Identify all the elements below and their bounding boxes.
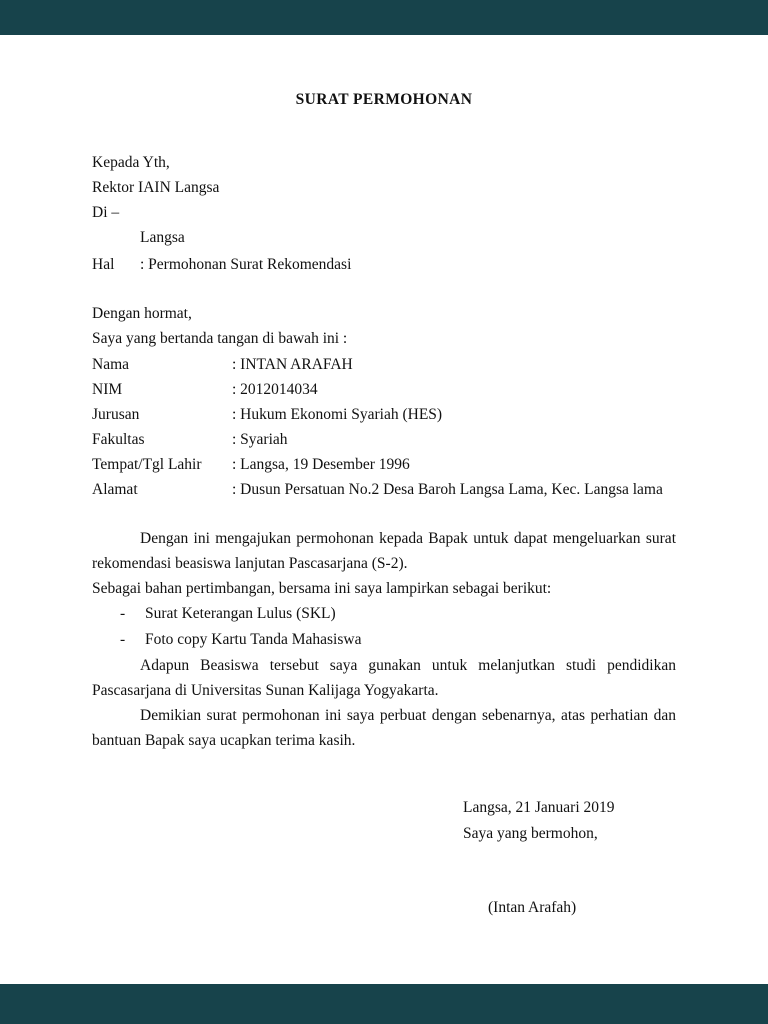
recipient-block [92,150,676,277]
identity-label: Tempat/Tgl Lahir [92,456,202,473]
attachment-item [92,627,676,653]
closing-signature-name: (Intan Arafah) [488,899,577,916]
body-paragraph-3: Adapun Beasiswa tersebut saya gunakan untuk melanjutkan studi pendidikan Pascasarjana di Universitas Sunan Kalijaga Yogyakarta. [92,657,676,699]
attachment-text: Foto copy Kartu Tanda Mahasiswa [145,631,362,648]
recipient-line-kepada: Kepada Yth, [92,154,170,171]
identity-value: : Dusun Persatuan No.2 Desa Baroh Langsa Lama, Kec. Langsa lama [232,481,663,498]
identity-row-jurusan [92,402,676,427]
closing-block [92,795,676,920]
body-paragraph-2: Sebagai bahan pertimbangan, bersama ini saya lampirkan sebagai berikut: [92,580,552,597]
identity-row-nama [92,352,676,377]
page-frame-bottom [0,984,768,1024]
recipient-line-rektor: Rektor IAIN Langsa [92,179,220,196]
subject-value: : Permohonan Surat Rekomendasi [140,256,352,273]
opening-intro: Saya yang bertanda tangan di bawah ini : [92,330,348,347]
identity-label: Alamat [92,481,138,498]
identity-value: : Hukum Ekonomi Syariah (HES) [232,406,443,423]
list-dash-marker: - [120,605,126,622]
closing-signature-intro: Saya yang bermohon, [463,825,598,842]
attachment-item [92,601,676,627]
identity-row-nim [92,377,676,402]
list-dash-marker: - [120,631,126,648]
identity-value: : 2012014034 [232,381,318,398]
letter-title: SURAT PERMOHONAN [295,91,473,108]
closing-place-date: Langsa, 21 Januari 2019 [463,799,615,816]
identity-row-fakultas [92,427,676,452]
subject-label: Hal [92,256,115,273]
identity-row-alamat [92,477,676,502]
subject-line [92,252,676,277]
identity-value: : Langsa, 19 Desember 1996 [232,456,410,473]
identity-value: : INTAN ARAFAH [232,356,353,373]
page-frame-top [0,0,768,35]
identity-label: Nama [92,356,130,373]
attachment-text: Surat Keterangan Lulus (SKL) [145,605,336,622]
identity-label: Jurusan [92,406,140,423]
identity-row-ttl [92,452,676,477]
body-paragraph-4: Demikian surat permohonan ini saya perbuat dengan sebenarnya, atas perhatian dan bantuan Bapak saya ucapkan terima kasih. [92,707,676,749]
body-paragraph-1: Dengan ini mengajukan permohonan kepada Bapak untuk dapat mengeluarkan surat rekomendasi beasiswa lanjutan Pascasarjana (S-2). [92,530,676,572]
recipient-line-langsa: Langsa [140,229,185,246]
letter-page [0,35,768,984]
identity-value: : Syariah [232,431,288,448]
identity-label: NIM [92,381,123,398]
recipient-line-di: Di – [92,204,120,221]
letter-body [92,526,676,753]
identity-table [92,352,676,502]
salutation: Dengan hormat, [92,305,192,322]
attachment-list [92,601,676,653]
identity-label: Fakultas [92,431,145,448]
opening-block [92,301,676,351]
